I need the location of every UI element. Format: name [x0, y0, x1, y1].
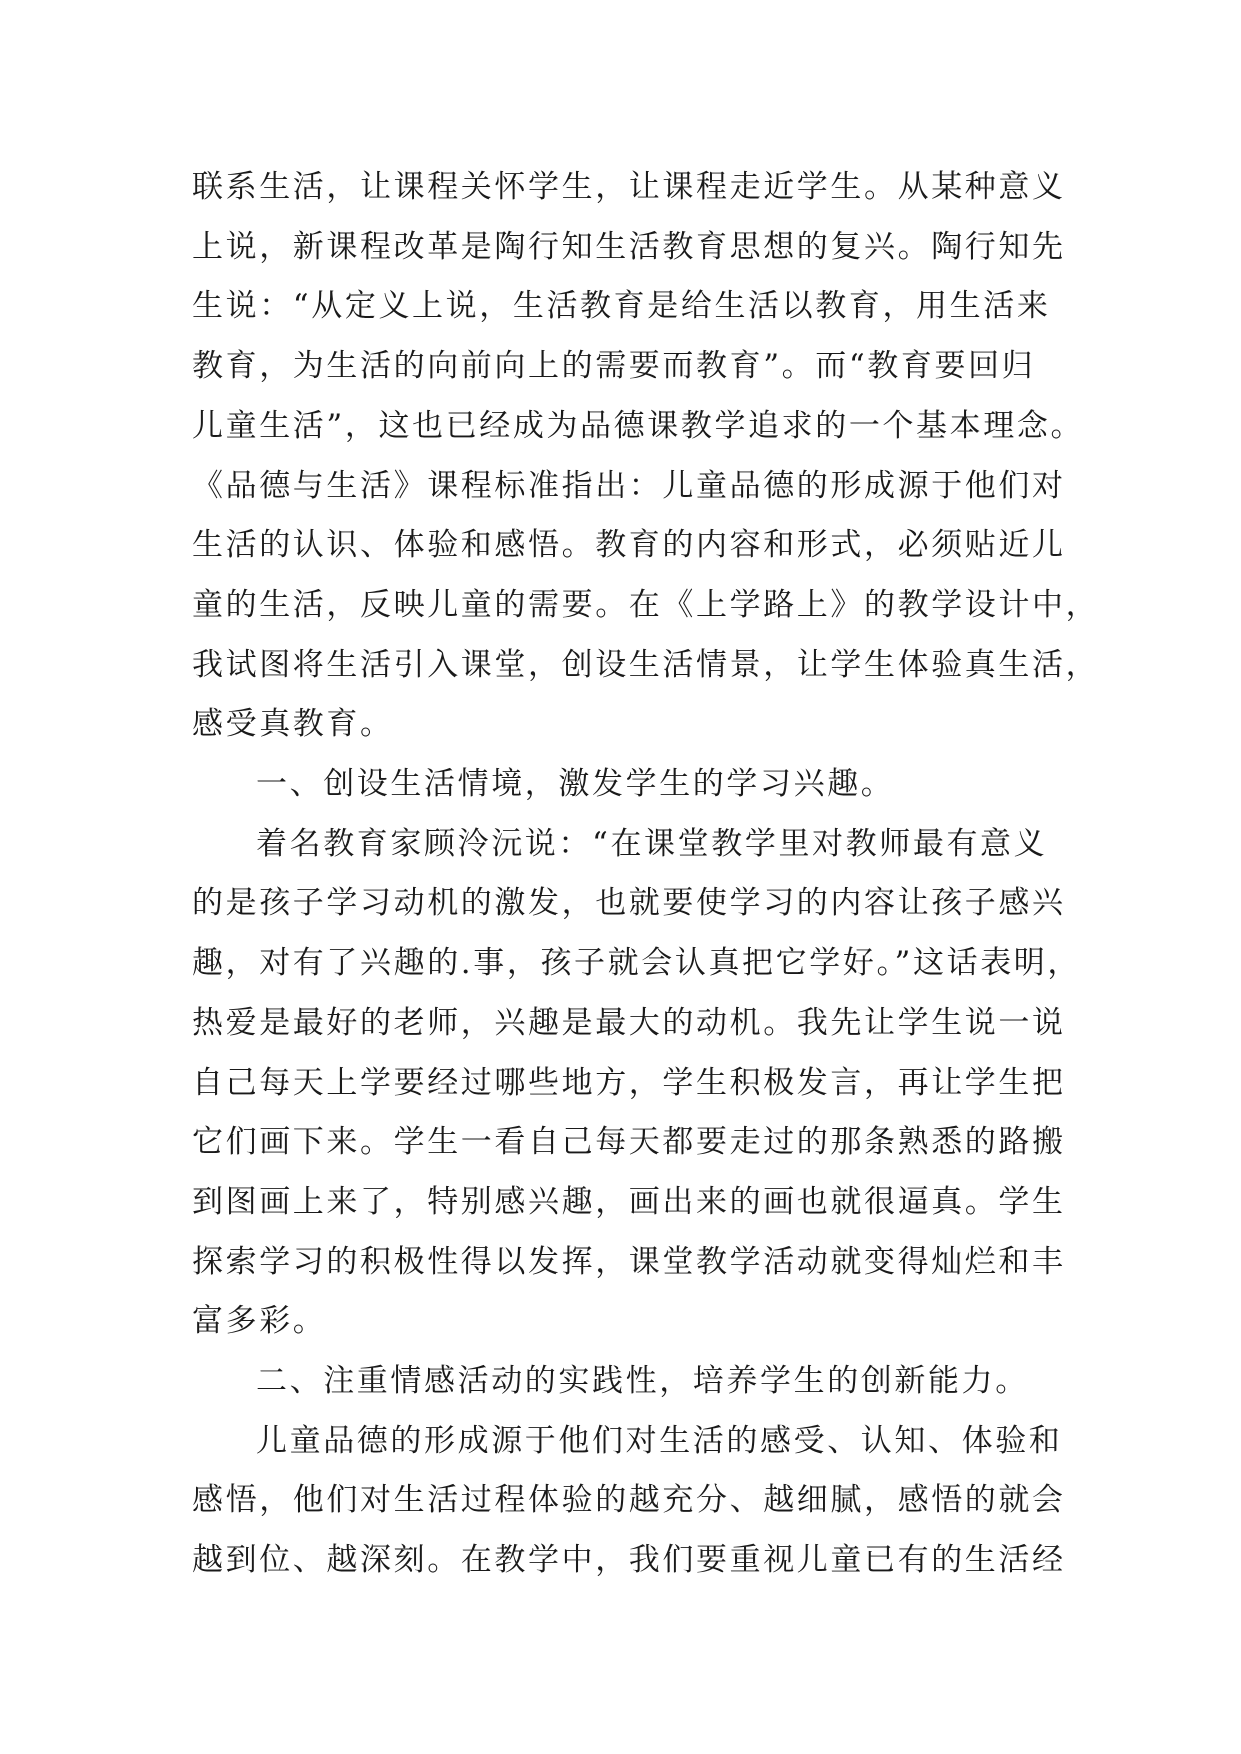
text-line: 到图画上来了，特别感兴趣，画出来的画也就很逼真。学生 — [192, 1183, 1066, 1220]
text-line: 儿童生活”，这也已经成为品德课教学追求的一个基本理念。 — [192, 407, 1085, 444]
text-line: 越到位、越深刻。在教学中，我们要重视儿童已有的生活经 — [192, 1542, 1066, 1579]
text-line: 教育，为生活的向前向上的需要而教育”。而“教育要回归 — [192, 348, 1036, 385]
text-line: 上说，新课程改革是陶行知生活教育思想的复兴。陶行知先 — [192, 228, 1066, 265]
paragraph-first-line: 儿童品德的形成源于他们对生活的感受、认知、体验和 — [256, 1422, 1063, 1459]
text-line: 的是孩子学习动机的激发，也就要使学习的内容让孩子感兴 — [192, 885, 1066, 922]
text-line: 趣，对有了兴趣的.事，孩子就会认真把它学好。”这话表明， — [192, 945, 1081, 982]
text-line: 感悟，他们对生活过程体验的越充分、越细腻，感悟的就会 — [192, 1482, 1066, 1519]
text-line: 联系生活，让课程关怀学生，让课程走近学生。从某种意义 — [192, 169, 1066, 205]
text-line: 感受真教育。 — [192, 706, 394, 743]
text-line: 热爱是最好的老师，兴趣是最大的动机。我先让学生说一说 — [192, 1004, 1066, 1041]
text-line: 我试图将生活引入课堂，创设生活情景，让学生体验真生活， — [192, 646, 1100, 683]
paragraph-first-line: 二、注重情感活动的实践性，培养学生的创新能力。 — [256, 1363, 1029, 1400]
text-line: 生说：“从定义上说，生活教育是给生活以教育，用生活来 — [192, 288, 1051, 325]
text-line: 《品德与生活》课程标准指出：儿童品德的形成源于他们对 — [192, 467, 1066, 504]
text-line: 童的生活，反映儿童的需要。在《上学路上》的教学设计中， — [192, 586, 1100, 623]
text-line: 它们画下来。学生一看自己每天都要走过的那条熟悉的路搬 — [192, 1124, 1066, 1161]
paragraph-first-line: 一、创设生活情境，激发学生的学习兴趣。 — [256, 766, 895, 803]
body-text — [192, 158, 1100, 1591]
text-line: 自己每天上学要经过哪些地方，学生积极发言，再让学生把 — [192, 1064, 1066, 1101]
text-line: 生活的认识、体验和感悟。教育的内容和形式，必须贴近儿 — [192, 527, 1066, 564]
text-line: 富多彩。 — [192, 1303, 327, 1340]
paragraph-first-line: 着名教育家顾泠沅说：“在课堂教学里对教师最有意义 — [256, 825, 1048, 862]
text-line: 探索学习的积极性得以发挥，课堂教学活动就变得灿烂和丰 — [192, 1243, 1066, 1280]
